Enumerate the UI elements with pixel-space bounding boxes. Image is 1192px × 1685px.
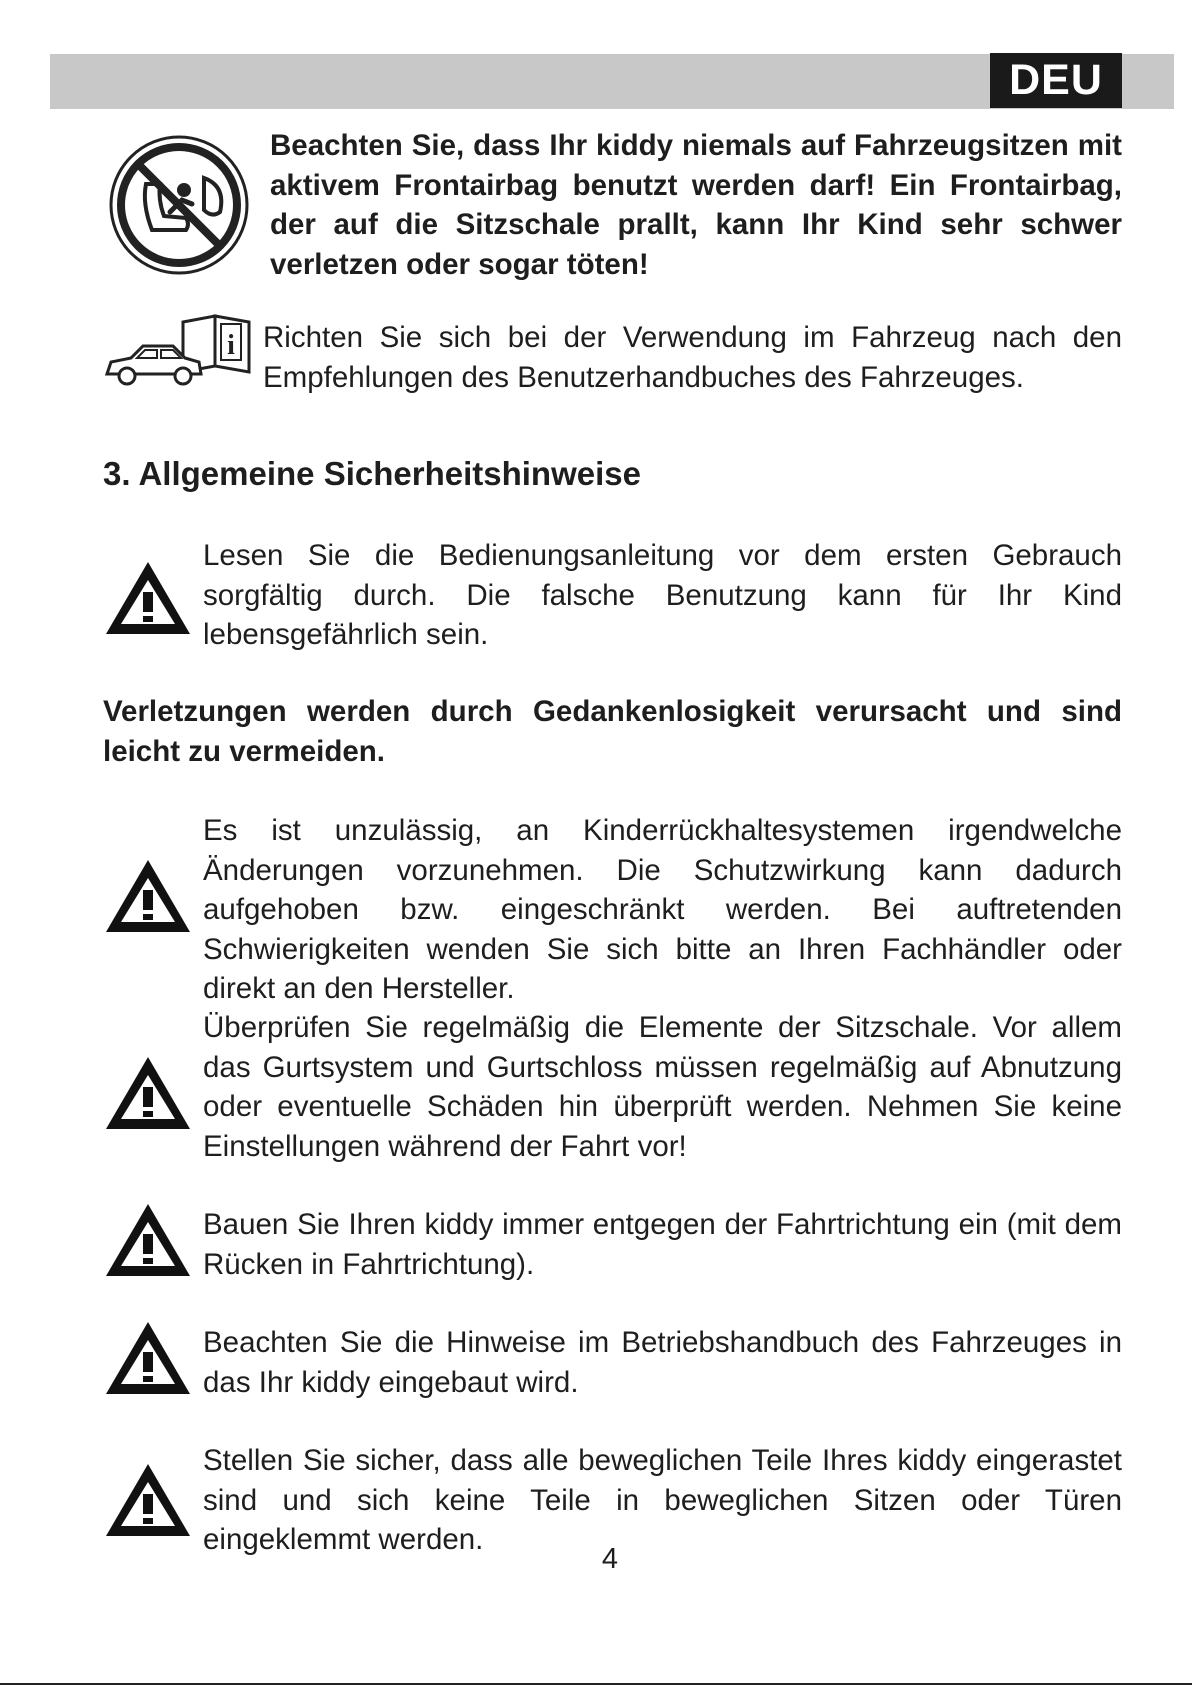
warning-triangle-icon (103, 856, 193, 936)
airbag-warning-text: Beachten Sie, dass Ihr kiddy niemals auf Fahrzeugsitzen mit aktivem Frontairbag benutzt werden darf! Ein Frontairbag, der auf die Sitzschale prallt, kann Ihr Kind sehr schwer verletzen oder sogar töten! (270, 129, 1122, 281)
no-child-seat-front-airbag-icon (108, 134, 250, 276)
warning-triangle-icon (103, 558, 193, 638)
warning-triangle-icon (103, 1460, 193, 1540)
vehicle-manual-note-text: Richten Sie sich bei der Verwendung im Fahrzeug nach den Empfehlungen des Benutzerhandbuches des Fahrzeuges. (263, 321, 1122, 394)
page-number: 4 (601, 1543, 619, 1575)
warning-text: Es ist unzulässig, an Kinderrückhaltesystemen irgendwelche Änderungen vorzunehmen. Die Schutzwirkung kann dadurch aufgehoben bzw. eingeschränkt werden. Bei auftretenden Schwierigkeiten wenden Sie sich bitte an Ihren Fachhändler oder direkt an den Hersteller. (203, 814, 1122, 1005)
warning-triangle-icon (103, 1200, 193, 1280)
section-title: 3. Allgemeine Sicherheitshinweise (103, 455, 641, 492)
language-badge: DEU (990, 53, 1122, 108)
warning-text: Überprüfen Sie regelmäßig die Elemente der Sitzschale. Vor allem das Gurtsystem und Gurtschloss müssen regelmäßig auf Abnutzung oder eventuelle Schäden hin überprüft werden. Nehmen Sie keine Einstellungen während der Fahrt vor! (203, 1011, 1122, 1163)
warning-text: Lesen Sie die Bedienungsanleitung vor dem ersten Gebrauch sorgfältig durch. Die falsche Benutzung kann für Ihr Kind lebensgefährlich sein. (203, 539, 1122, 651)
warning-triangle-icon (103, 1053, 193, 1133)
svg-text:i: i (227, 330, 235, 361)
emphasis-text: Verletzungen werden durch Gedankenlosigkeit verursacht und sind leicht zu vermeiden. (103, 695, 1122, 768)
warning-text: Stellen Sie sicher, dass alle beweglichen Teile Ihres kiddy eingerastet sind und sich keine Teile in beweglichen Sitzen oder Türen eingeklemmt werden. (203, 1444, 1122, 1556)
warning-triangle-icon (103, 1318, 193, 1398)
warning-text: Beachten Sie die Hinweise im Betriebshandbuch des Fahrzeuges in das Ihr kiddy eingebaut wird. (203, 1326, 1122, 1399)
warning-text: Bauen Sie Ihren kiddy immer entgegen der Fahrtrichtung ein (mit dem Rücken in Fahrtrichtung). (203, 1208, 1122, 1281)
car-with-manual-icon (103, 312, 253, 392)
